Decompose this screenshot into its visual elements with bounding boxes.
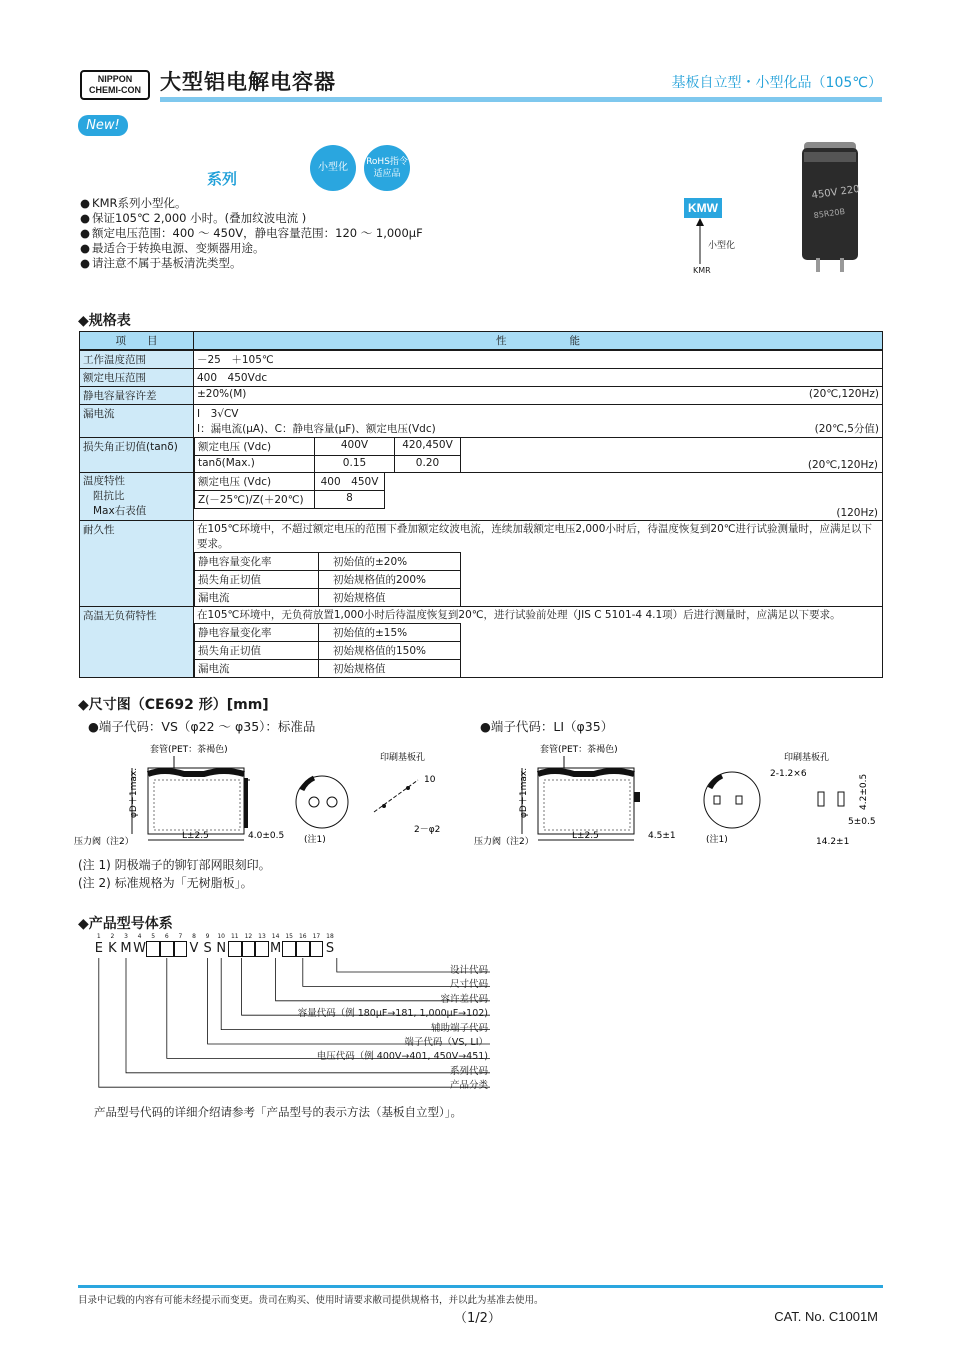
len-label: L±2.5: [572, 831, 599, 841]
pn-position-number: 11: [230, 933, 239, 940]
pn-position-number: 14: [271, 933, 280, 940]
sleeve-label: 套管(PET：茶褐色): [540, 745, 618, 755]
pn-char: [160, 941, 174, 957]
row-cell: [194, 405, 883, 438]
note-1: (注 1) 阴极端子的铆钉部网眼刻印。: [78, 858, 271, 872]
dim-right-title: ●端子代码：LI（φ35）: [480, 719, 614, 734]
row-value: ±20%(M): [197, 388, 247, 400]
feature-item: ● 最适合于转换电源、变频器用途。: [80, 241, 423, 256]
pn-note: 产品型号代码的详细介绍请参考「产品型号的表示方法（基板自立型）」。: [94, 1105, 462, 1119]
vent-label: 压力阀（注2）: [474, 837, 534, 847]
spec-section-title: ◆规格表: [78, 313, 131, 329]
pn-char: [282, 941, 296, 957]
pn-char: M: [269, 941, 282, 956]
lineage-arrow-icon: [690, 218, 710, 266]
cell: 静电容量变化率: [195, 552, 319, 570]
shelf-table: [194, 623, 461, 677]
photo-text-2: 85R20B: [813, 206, 846, 221]
cell: 初始规格值: [319, 659, 461, 677]
dim-d3: 14.2±1: [816, 837, 850, 847]
dia-label: φD＋1max.: [129, 767, 139, 818]
page-number: （1/2）: [454, 1311, 501, 1326]
row-label: 漏电流: [80, 405, 194, 438]
col-item-header: 项 目: [80, 332, 194, 351]
hole-label: 2-1.2×6: [770, 769, 807, 779]
pn-char: N: [216, 941, 227, 956]
row-label: 阻抗比: [93, 489, 125, 502]
cell: 0.20: [395, 456, 461, 472]
photo-text-1: 450V 220: [811, 183, 861, 202]
cell: 漏电流: [195, 588, 319, 606]
pn-position-number: 18: [326, 933, 334, 940]
tag-rohs: RoHS指令 适应品: [364, 145, 410, 191]
pn-label: 容许差代码: [440, 993, 488, 1005]
pn-label: 设计代码: [449, 965, 488, 976]
header-rule: [160, 97, 882, 102]
row-value: 在105℃环境中，无负荷放置1,000小时后待温度恢复到20℃，进行试验前处理（JIS C 5101-4 4.1项）后进行测量时，应满足以下要求。: [197, 608, 841, 621]
cell: 静电容量变化率: [195, 623, 319, 641]
row-label: 高温无负荷特性: [80, 606, 194, 677]
cell: tanδ(Max.): [195, 456, 315, 472]
pn-label: 系列代码: [449, 1065, 488, 1077]
pn-label: 电压代码（例 400V→401, 450V→451): [316, 1051, 488, 1063]
row-label-group: [80, 472, 194, 520]
cell: 0.15: [315, 456, 395, 472]
lineage-note: 小型化: [708, 241, 736, 251]
pn-char: [310, 941, 324, 957]
dim-notes: [78, 856, 271, 892]
series-new-box: KMW: [684, 198, 722, 218]
row-cell: [194, 472, 883, 520]
cell: Z(－25℃)/Z(＋20℃): [195, 490, 315, 508]
feature-item: ● 保证105℃ 2,000 小时。(叠加纹波电流 ): [80, 211, 423, 226]
cell: 8: [315, 490, 385, 508]
pn-position-number: 9: [205, 933, 210, 940]
row-value: 400 450Vdc: [194, 369, 883, 387]
cell: 漏电流: [195, 659, 319, 677]
pn-char: [255, 941, 269, 957]
pn-position-number: 17: [312, 933, 321, 940]
pn-section-title: ◆产品型号体系: [78, 916, 173, 932]
page-subtitle: 基板自立型・小型化品（105℃）: [671, 75, 882, 91]
row-value: I：漏电流(μA)、C：静电容量(μF)、额定电压(Vdc): [197, 423, 436, 435]
cell: 400V: [315, 438, 395, 456]
impedance-table: [194, 473, 385, 509]
pn-label: 端子代码（VS, LI）: [404, 1037, 488, 1049]
row-label: 损失角正切值(tanδ): [80, 438, 194, 473]
condition: (20℃,5分值): [814, 423, 879, 435]
condition: (120Hz): [836, 506, 878, 519]
pn-char: [228, 941, 242, 957]
pn-position-number: 10: [217, 933, 225, 940]
pn-position-number: 12: [244, 933, 253, 940]
pn-position-number: 6: [164, 933, 169, 940]
nippon-chemicon-logo: [80, 70, 150, 100]
row-label: 温度特性: [83, 474, 125, 487]
note1-mark: (注1): [706, 835, 728, 845]
pcb-hole-label: 2－φ2: [414, 825, 441, 835]
sleeve-label: 套管(PET：茶褐色): [150, 745, 228, 755]
pn-label: 容量代码（例 180μF→181, 1,000μF→102): [297, 1008, 488, 1020]
pn-label: 产品分类: [449, 1080, 488, 1092]
pcb-pitch: 10: [424, 775, 436, 785]
cell: 初始值的±15%: [319, 623, 461, 641]
row-label: 耐久性: [80, 520, 194, 606]
row-value: －25 ＋105℃: [194, 350, 883, 369]
note-2: (注 2) 标准规格为「无树脂板」。: [78, 876, 253, 890]
row-cell: [194, 438, 883, 473]
pn-position-number: 3: [124, 933, 128, 940]
feature-item: ● 额定电压范围：400 ～ 450V，静电容量范围：120 ～ 1,000μF: [80, 226, 423, 241]
feature-item: ● 请注意不属于基板清洗类型。: [80, 256, 423, 271]
row-value: 在105℃环境中，不超过额定电压的范围下叠加额定纹波电流，连续加载额定电压2,000小时后，待温度恢复到20℃进行试验测量时，应满足以下要求。: [197, 522, 873, 550]
footer-rule: [78, 1285, 883, 1288]
logo-line2: CHEMI-CON: [89, 85, 141, 95]
logo-line1: NIPPON: [97, 74, 133, 84]
pn-char: E: [94, 941, 103, 956]
dia-label: φD＋1max.: [519, 767, 529, 818]
pn-position-number: 1: [96, 933, 101, 940]
pn-char: [296, 941, 310, 957]
page-title: 大型铝电解电容器: [160, 70, 336, 94]
cell: 400 450V: [315, 473, 385, 491]
note1-mark: (注1): [304, 835, 326, 845]
dim-d2: 5±0.5: [848, 817, 876, 827]
tan-table: [194, 438, 461, 472]
row-label: 额定电压范围: [80, 369, 194, 387]
pn-position-number: 4: [137, 933, 142, 940]
pcb-label: 印刷基板孔: [380, 753, 426, 763]
row-label: Max右表值: [93, 504, 147, 517]
feature-item: ● KMR系列小型化。: [80, 196, 423, 211]
cell: 损失角正切值: [195, 570, 319, 588]
row-label: 静电容量容许差: [80, 387, 194, 405]
cell: 额定电压 (Vdc): [195, 438, 315, 456]
pn-label: 尺寸代码: [449, 979, 488, 991]
pn-char: [146, 941, 160, 957]
spec-table: [79, 331, 883, 678]
pcb-label: 印刷基板孔: [784, 753, 830, 763]
new-badge: New!: [78, 115, 128, 136]
pn-position-number: 15: [285, 933, 293, 940]
pn-char: S: [325, 941, 335, 956]
pn-char: W: [133, 941, 147, 956]
row-cell: [194, 606, 883, 677]
pn-labels: [200, 964, 488, 1094]
dim-d1: 4.2±0.5: [859, 773, 869, 810]
footer-disclaimer: 目录中记载的内容有可能未经提示而变更。贵司在购买、使用时请要求敝司提供规格书，并以此为基准去使用。: [78, 1295, 544, 1306]
endurance-table: [194, 552, 461, 606]
lead-label: 4.5±1: [648, 831, 676, 841]
series-old: KMR: [693, 266, 711, 275]
cell: 初始规格值的150%: [319, 641, 461, 659]
dim-drawing-vs: [74, 740, 454, 850]
pn-position-number: 16: [298, 933, 307, 940]
row-cell: [194, 520, 883, 606]
col-perf-header: 性 能: [194, 332, 883, 351]
cell: 额定电压 (Vdc): [195, 473, 315, 491]
cell: 初始规格值: [319, 588, 461, 606]
dim-drawing-li: [474, 740, 884, 850]
condition: (20℃,120Hz): [808, 388, 879, 400]
pn-position-number: 7: [178, 933, 183, 940]
pn-char: [174, 941, 188, 957]
capacitor-photo: [790, 138, 870, 276]
pn-char: M: [120, 941, 132, 956]
lead-label: 4.0±0.5: [248, 831, 285, 841]
row-cell: [194, 387, 883, 405]
pn-char: K: [108, 941, 117, 956]
pn-char: S: [203, 941, 212, 956]
pn-position-number: 8: [192, 933, 196, 940]
dim-section-title: ◆尺寸图（CE692 形）[mm]: [78, 697, 269, 713]
pn-char: [242, 941, 256, 957]
row-label: 工作温度范围: [80, 350, 194, 369]
feature-list: [80, 196, 423, 271]
cell: 初始规格值的200%: [319, 570, 461, 588]
pn-position-number: 2: [110, 933, 115, 940]
cell: 420,450V: [395, 438, 461, 456]
pn-char: V: [189, 941, 199, 956]
catalog-number: CAT. No. C1001M: [774, 1309, 878, 1324]
condition: (20℃,120Hz): [807, 458, 878, 471]
row-value: I 3√CV: [197, 408, 239, 420]
dim-left-title: ●端子代码：VS（φ22 ～ φ35）：标准品: [88, 719, 316, 734]
pn-label: 辅助端子代码: [430, 1022, 488, 1034]
tag-miniature: 小型化: [310, 145, 356, 191]
series-label: 系列: [207, 170, 238, 188]
pn-position-number: 5: [151, 933, 156, 940]
pn-position-number: 13: [258, 933, 266, 940]
cell: 初始值的±20%: [319, 552, 461, 570]
len-label: L±2.5: [182, 831, 209, 841]
vent-label: 压力阀（注2）: [74, 837, 134, 847]
cell: 损失角正切值: [195, 641, 319, 659]
